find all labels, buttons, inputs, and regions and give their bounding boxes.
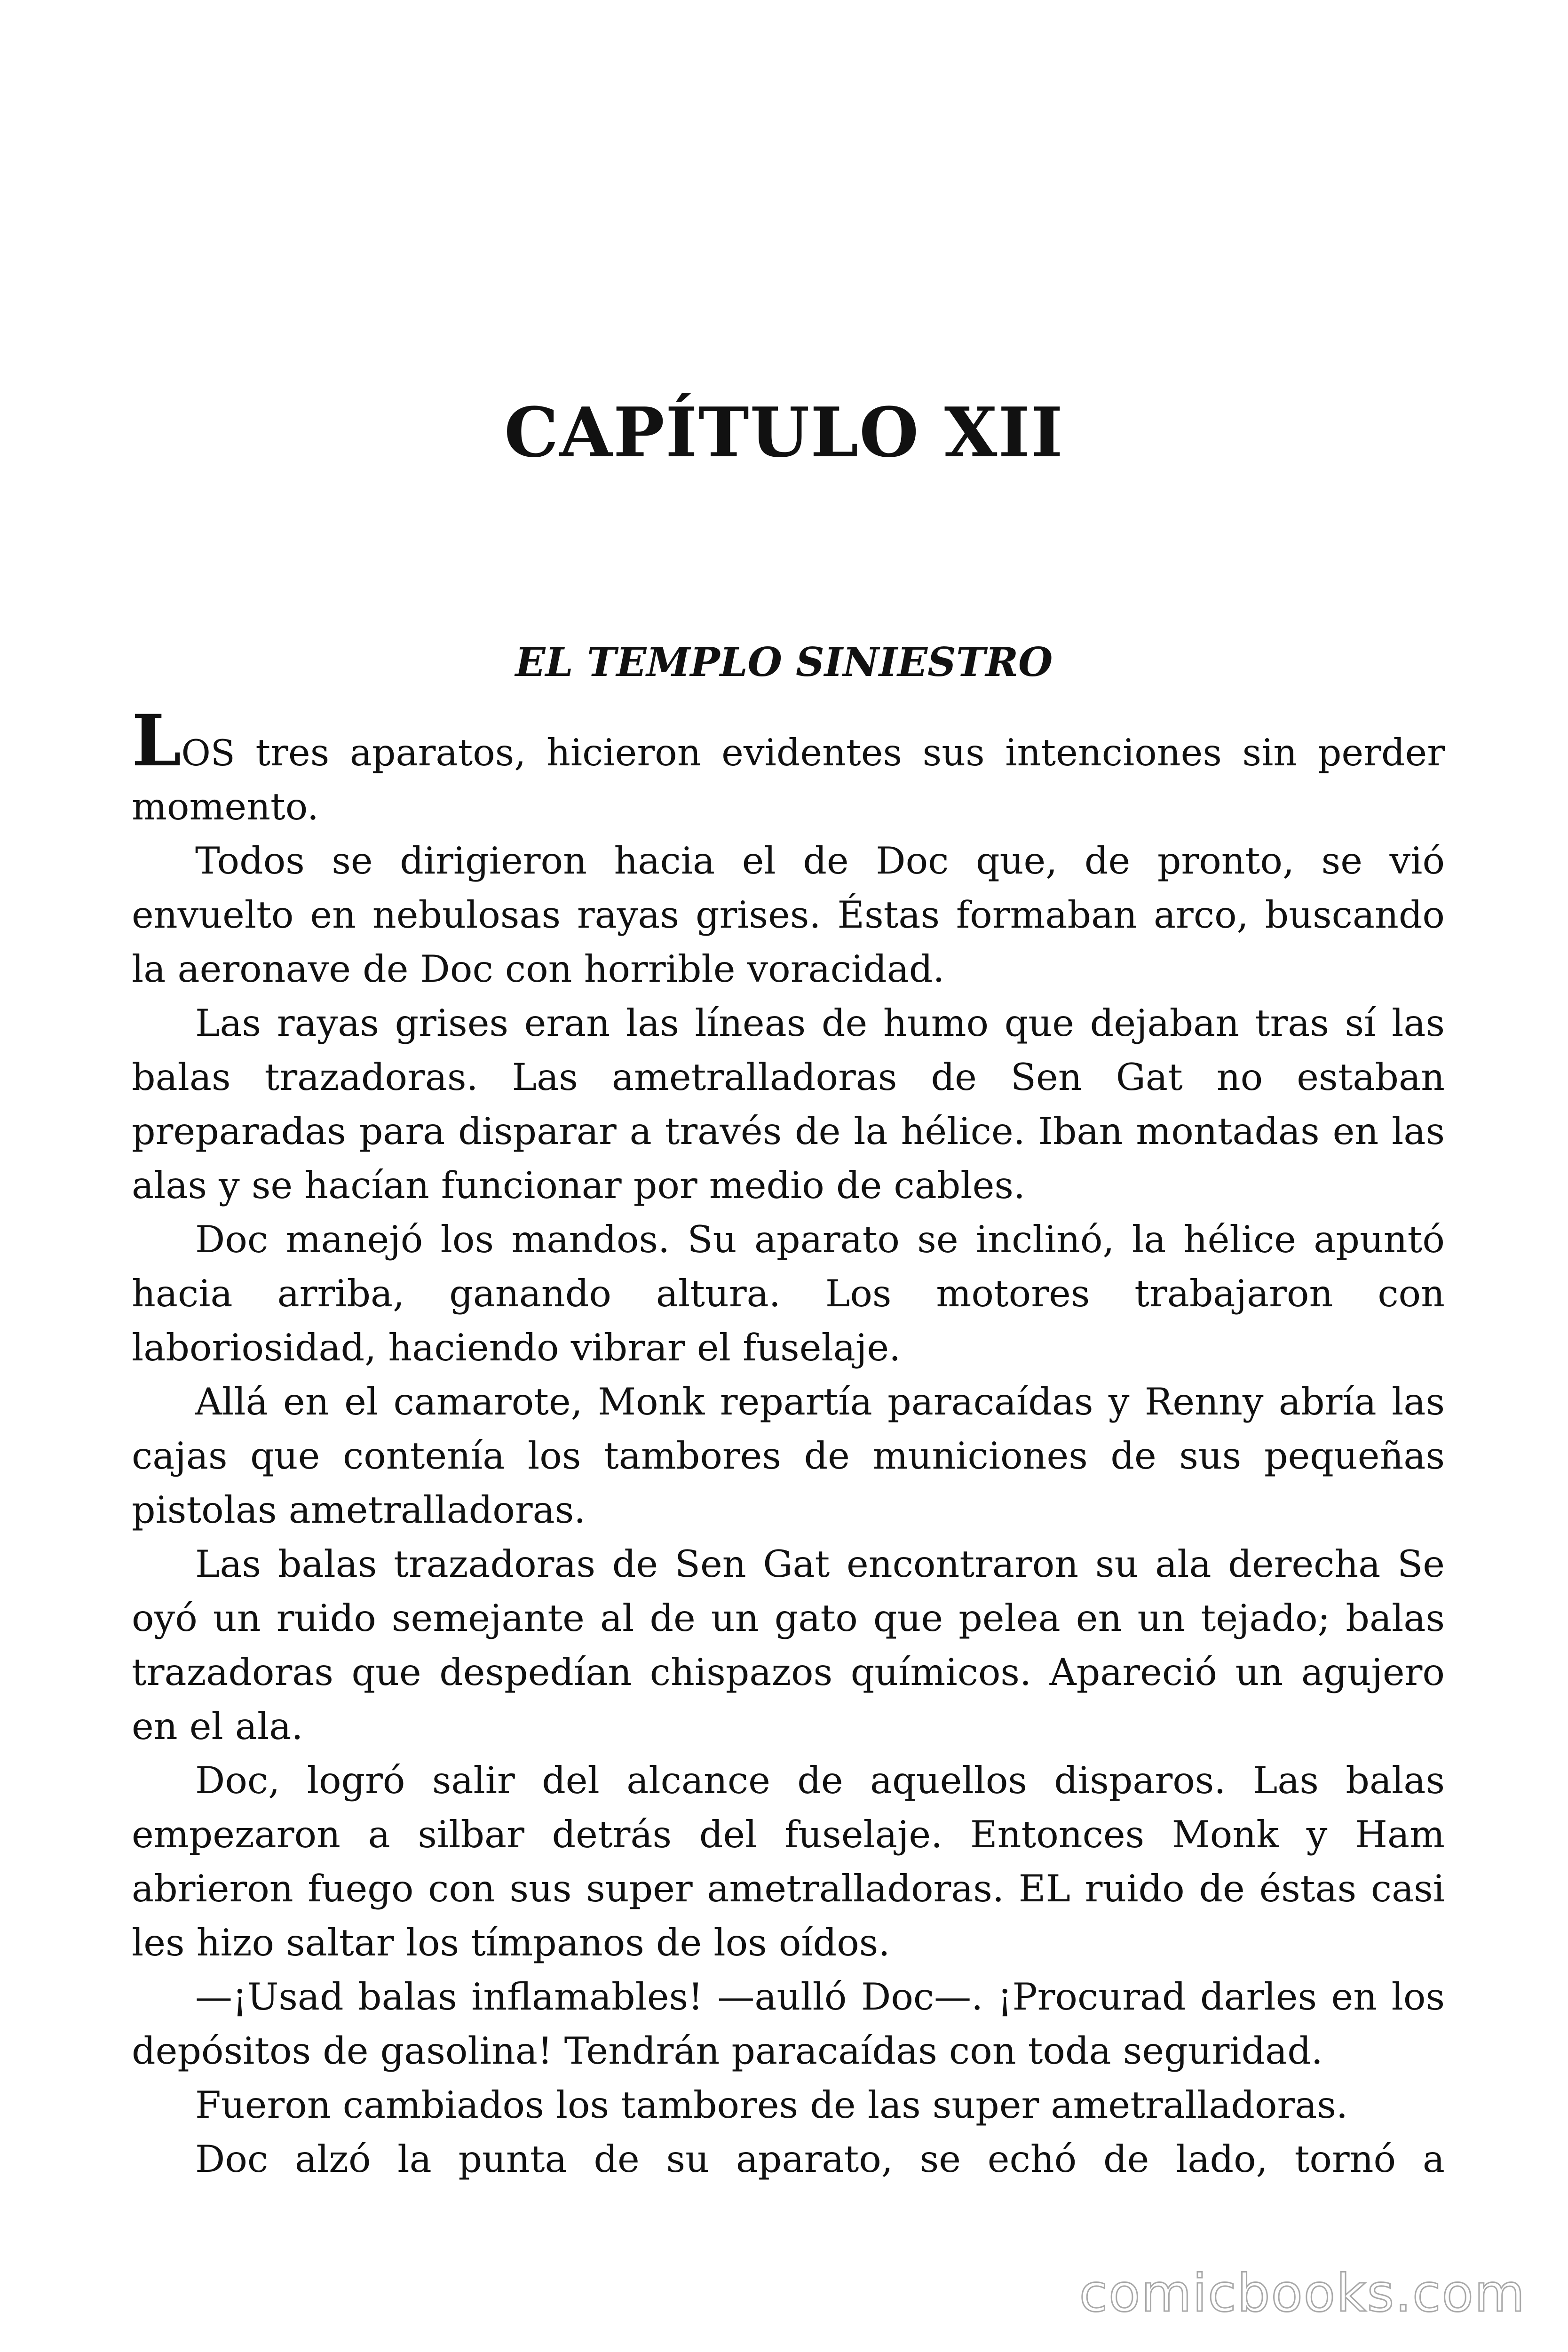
- chapter-subtitle: EL TEMPLO SINIESTRO: [515, 639, 1053, 685]
- watermark: comicbooks.com: [1079, 2263, 1526, 2323]
- paragraph-1-text: tres aparatos, hicieron evidentes sus intenciones sin perder momento.: [132, 731, 1445, 828]
- chapter-title: CAPÍTULO XII: [504, 393, 1064, 473]
- paragraph: Todos se dirigieron hacia el de Doc que, de pronto, se vió envuelto en nebulosas rayas grises. Éstas formaban arco, buscando la aeronave de Doc con horrible voracidad.: [132, 839, 1445, 991]
- paragraph: Fueron cambiados los tambores de las super ametralladoras.: [195, 2083, 1348, 2127]
- paragraph: Allá en el camarote, Monk repartía paracaídas y Renny abría las cajas que contenía los tambores de municiones de sus pequeñas pistolas ametralladoras.: [132, 1380, 1445, 1532]
- opening-small-caps: OS: [181, 732, 235, 774]
- body-text: [132, 699, 1445, 2186]
- paragraph: Las rayas grises eran las líneas de humo que dejaban tras sí las balas trazadoras. Las ametralladoras de Sen Gat no estaban preparadas para disparar a través de la hélice. Iban montadas en las alas y se hacían funcionar por medio de cables.: [132, 1001, 1445, 1207]
- paragraph: Doc, logró salir del alcance de aquellos disparos. Las balas empezaron a silbar detrás del fuselaje. Entonces Monk y Ham abrieron fuego con sus super ametralladoras. EL ruido de éstas casi les hizo saltar los tímpanos de los oídos.: [132, 1759, 1445, 1964]
- paragraph: —¡Usad balas inflamables! —aulló Doc—. ¡Procurad darles en los depósitos de gasolina! Tendrán paracaídas con toda seguridad.: [132, 1975, 1445, 2073]
- paragraph-1: [132, 699, 1445, 834]
- paragraph: Doc manejó los mandos. Su aparato se inclinó, la hélice apuntó hacia arriba, ganando altura. Los motores trabajaron con laboriosidad, haciendo vibrar el fuselaje.: [132, 1218, 1445, 1369]
- paragraph: Las balas trazadoras de Sen Gat encontraron su ala derecha Se oyó un ruido semejante al de un gato que pelea en un tejado; balas trazadoras que despedían chispazos químicos. Apareció un agujero en el ala.: [132, 1542, 1445, 1748]
- paragraph: Doc alzó la punta de su aparato, se echó de lado, tornó a: [195, 2137, 1445, 2181]
- drop-cap: L: [132, 699, 182, 782]
